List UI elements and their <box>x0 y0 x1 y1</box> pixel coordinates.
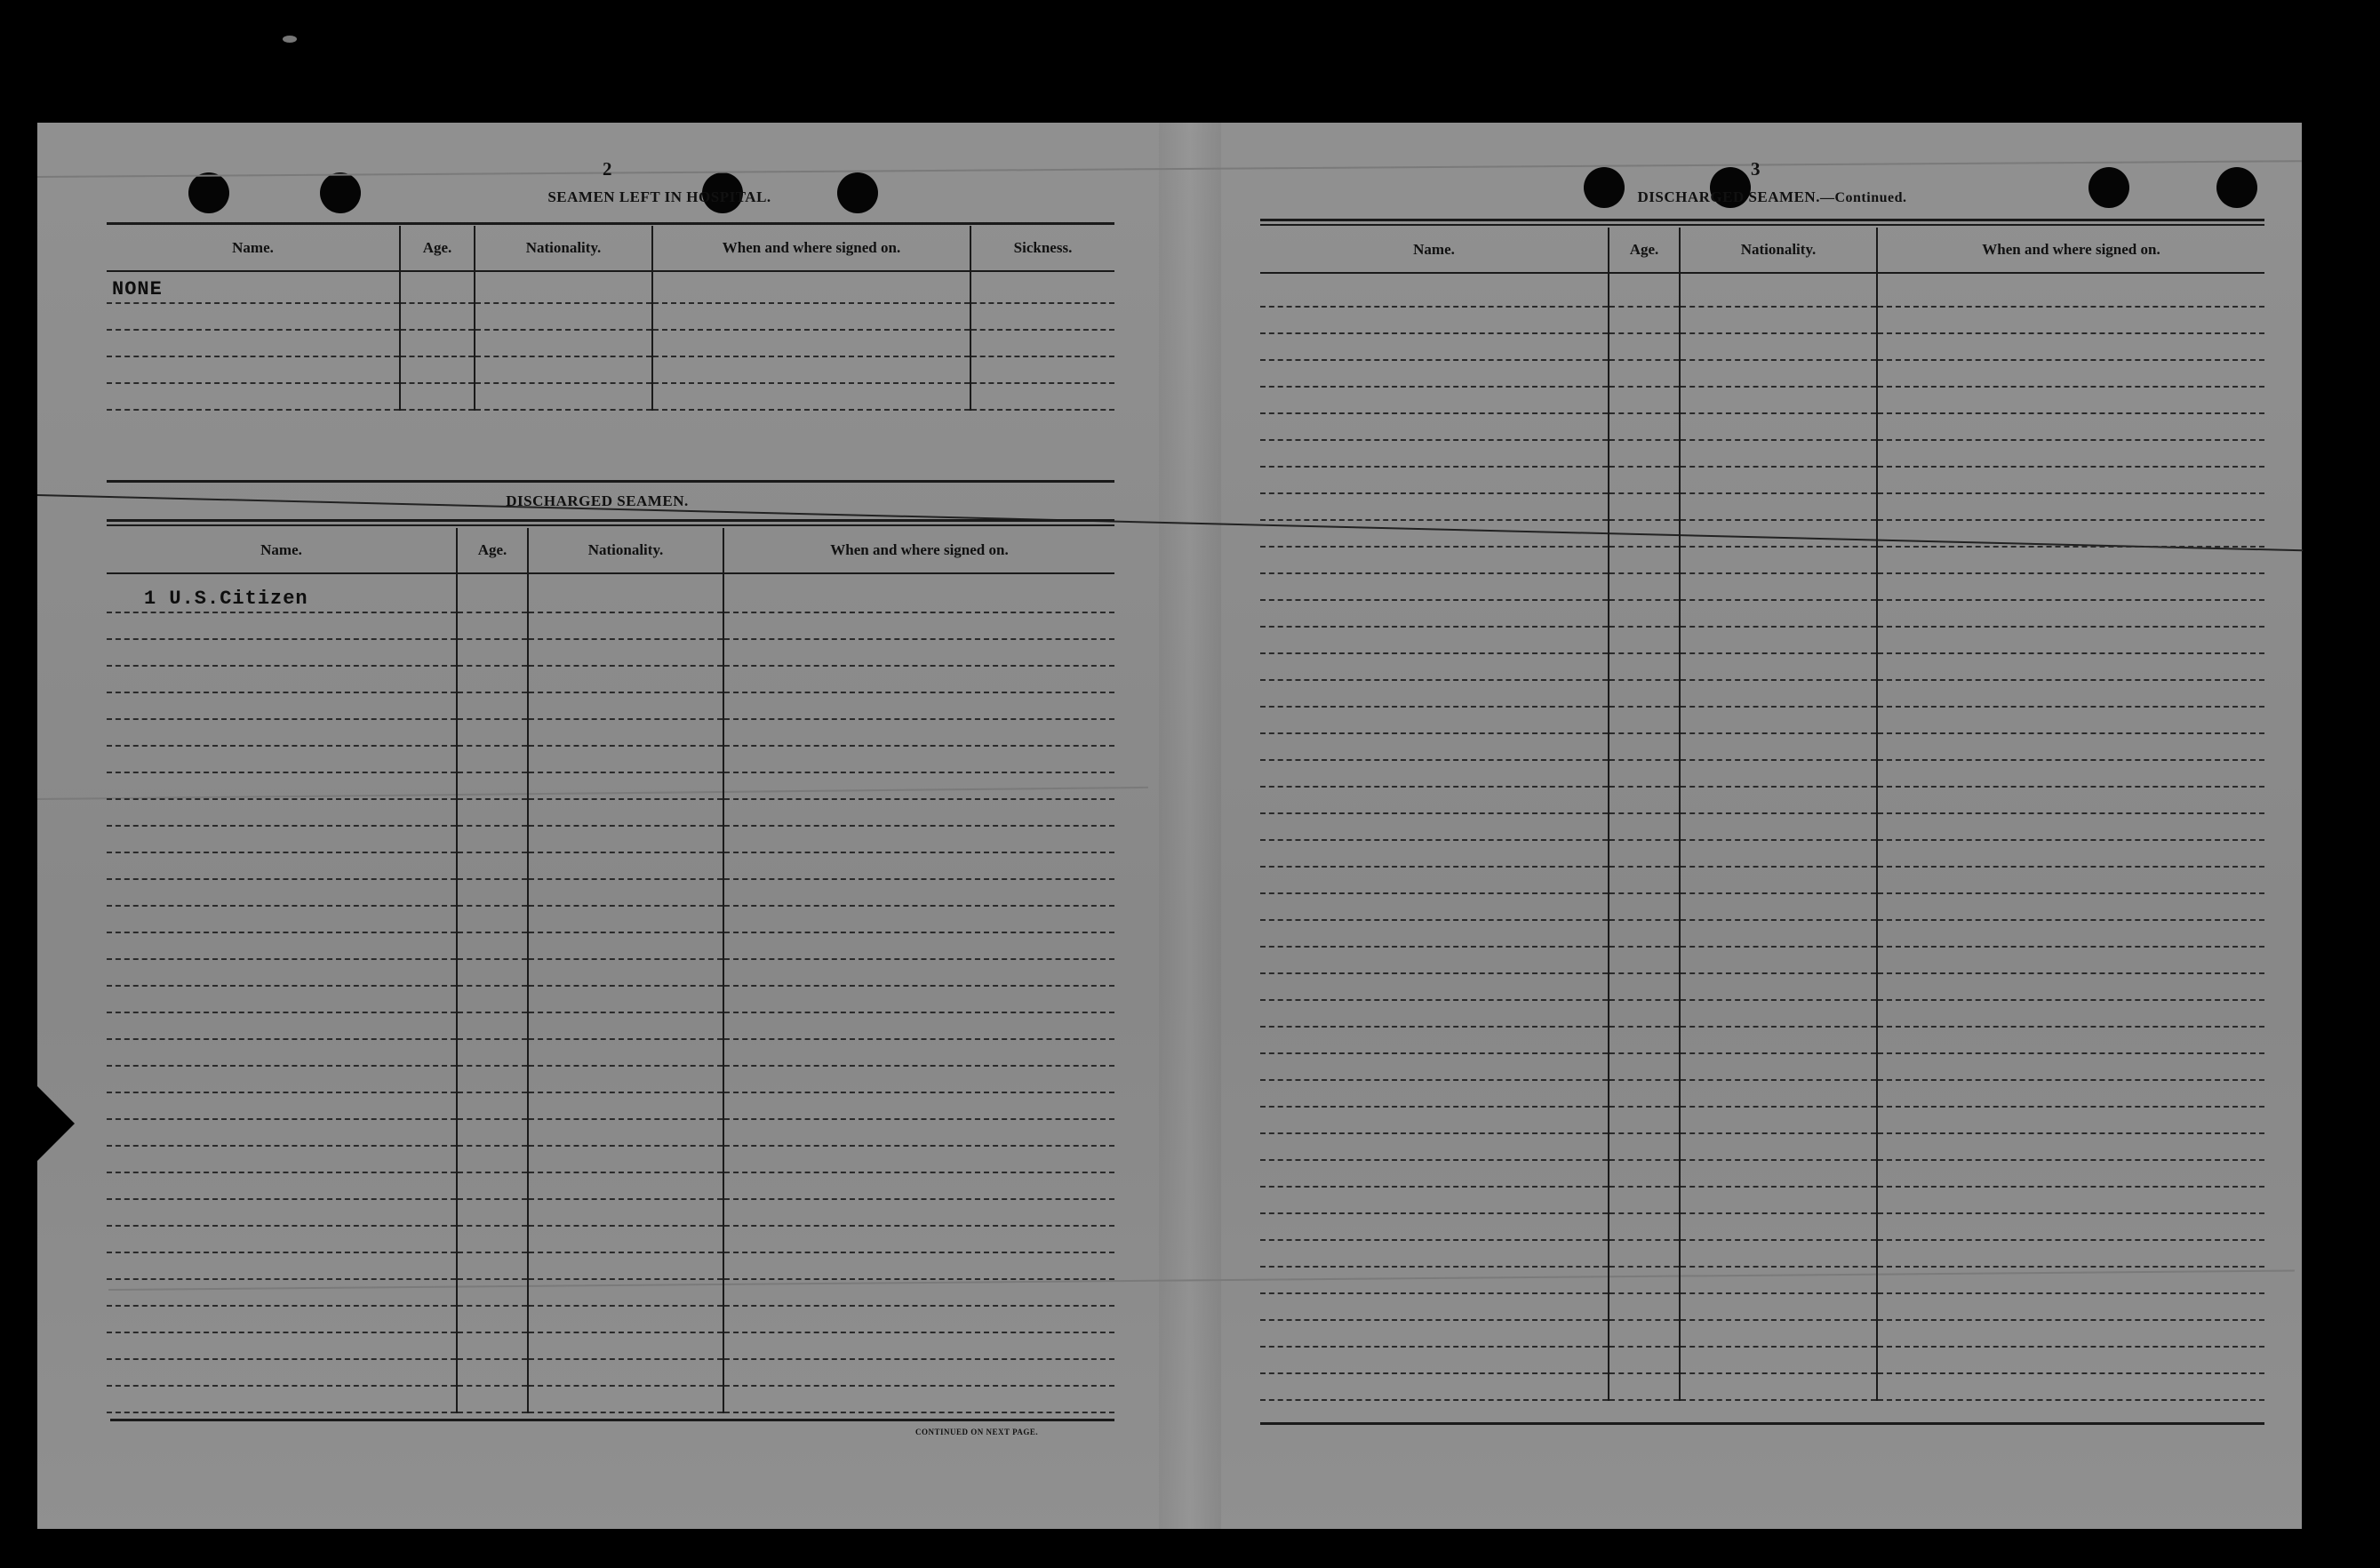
table-row <box>1260 1133 2264 1160</box>
table-row <box>1260 1160 2264 1187</box>
discharged-top-rule-2 <box>107 524 1114 526</box>
table-row <box>107 826 1114 852</box>
table-row <box>1260 813 2264 840</box>
discharged-top-rule <box>107 519 1114 522</box>
hospital-bottom-rule <box>107 480 1114 483</box>
punch-hole <box>2216 167 2257 208</box>
table-row <box>107 1066 1114 1092</box>
table-row <box>107 383 1114 410</box>
table-row <box>107 1332 1114 1359</box>
punch-hole <box>188 172 229 213</box>
column-header-age: Age. <box>1609 228 1680 273</box>
hospital-top-rule <box>107 222 1114 225</box>
table-row <box>107 666 1114 692</box>
column-header-signed-on: When and where signed on. <box>1877 228 2264 273</box>
table-row <box>1260 1347 2264 1373</box>
table-row <box>1260 1053 2264 1080</box>
table-row <box>107 1119 1114 1146</box>
table-row <box>1260 520 2264 547</box>
name-cell <box>107 573 457 612</box>
hospital-section-title: SEAMEN LEFT IN HOSPITAL. <box>547 188 771 205</box>
table-row <box>107 772 1114 799</box>
table-row <box>1260 707 2264 733</box>
name-cell <box>107 271 400 303</box>
table-row <box>1260 893 2264 920</box>
column-header-nationality: Nationality. <box>528 528 723 573</box>
table-row <box>107 573 1114 612</box>
table-row <box>1260 787 2264 813</box>
table-row <box>107 612 1114 639</box>
table-row <box>107 719 1114 746</box>
right-section-title-suffix: —Continued. <box>1819 190 1907 205</box>
table-row <box>107 1306 1114 1332</box>
table-row <box>107 356 1114 383</box>
table-row <box>107 1279 1114 1306</box>
table-row <box>1260 573 2264 600</box>
table-row <box>107 330 1114 356</box>
table-row <box>107 1172 1114 1199</box>
right-section-title-text: DISCHARGED SEAMEN. <box>1637 188 1820 205</box>
table-row <box>1260 600 2264 627</box>
left-page-bottom-rule <box>110 1419 1114 1421</box>
table-row <box>107 639 1114 666</box>
table-row <box>1260 307 2264 333</box>
discharged-table <box>107 528 1114 1413</box>
table-row <box>107 1252 1114 1279</box>
continued-note: CONTINUED ON NEXT PAGE. <box>915 1428 1039 1436</box>
table-row <box>1260 493 2264 520</box>
column-header-nationality: Nationality. <box>475 226 652 271</box>
right-top-rule <box>1260 219 2264 221</box>
table-row <box>1260 440 2264 467</box>
table-row <box>107 1386 1114 1412</box>
table-row <box>1260 1000 2264 1027</box>
scan-speck <box>283 36 297 43</box>
table-row <box>1260 273 2264 307</box>
table-row <box>107 303 1114 330</box>
table-row <box>1260 920 2264 947</box>
table-row <box>1260 387 2264 413</box>
table-row <box>1260 413 2264 440</box>
table-row <box>1260 760 2264 787</box>
discharged-section-title: DISCHARGED SEAMEN. <box>506 492 689 509</box>
column-header-signed-on: When and where signed on. <box>652 226 970 271</box>
right-page-bottom-rule <box>1260 1422 2264 1425</box>
hospital-table <box>107 226 1114 411</box>
table-row <box>107 799 1114 826</box>
table-row <box>1260 1240 2264 1267</box>
page-number-right: 3 <box>1751 158 1761 180</box>
table-row <box>1260 1320 2264 1347</box>
table-row <box>1260 840 2264 867</box>
table-row <box>107 986 1114 1012</box>
column-header-name: Name. <box>107 528 457 573</box>
table-row <box>107 1146 1114 1172</box>
table-row <box>1260 1107 2264 1133</box>
column-header-name: Name. <box>1260 228 1609 273</box>
table-row <box>107 1359 1114 1386</box>
table-row <box>107 1039 1114 1066</box>
column-header-nationality: Nationality. <box>1680 228 1877 273</box>
table-row <box>1260 1187 2264 1213</box>
table-row <box>1260 653 2264 680</box>
table-row <box>107 1226 1114 1252</box>
table-row <box>107 906 1114 932</box>
table-row <box>1260 680 2264 707</box>
table-row <box>1260 627 2264 653</box>
table-row <box>1260 547 2264 573</box>
table-row <box>107 932 1114 959</box>
column-header-sickness: Sickness. <box>970 226 1114 271</box>
table-row <box>107 692 1114 719</box>
right-top-rule-2 <box>1260 224 2264 226</box>
punch-hole <box>320 172 361 213</box>
right-section-title <box>1594 188 1950 206</box>
table-row <box>107 746 1114 772</box>
table-row <box>1260 867 2264 893</box>
table-row <box>1260 467 2264 493</box>
discharged-entry: 1 U.S.Citizen <box>144 588 308 610</box>
table-row <box>1260 1213 2264 1240</box>
column-header-age: Age. <box>457 528 528 573</box>
table-row <box>107 852 1114 879</box>
table-row <box>107 879 1114 906</box>
column-header-name: Name. <box>107 226 400 271</box>
table-row <box>107 1012 1114 1039</box>
discharged-continued-table <box>1260 228 2264 1401</box>
punch-hole <box>2088 167 2129 208</box>
table-row <box>1260 360 2264 387</box>
table-row <box>107 1199 1114 1226</box>
table-row <box>107 959 1114 986</box>
table-row <box>1260 947 2264 973</box>
center-fold <box>1159 123 1221 1529</box>
table-row <box>1260 1080 2264 1107</box>
table-row <box>1260 1373 2264 1400</box>
column-header-signed-on: When and where signed on. <box>723 528 1114 573</box>
table-row <box>1260 1293 2264 1320</box>
table-row <box>1260 973 2264 1000</box>
table-row <box>1260 333 2264 360</box>
ledger-paper <box>37 123 2302 1529</box>
table-row <box>1260 1267 2264 1293</box>
hospital-entry: NONE <box>112 278 163 300</box>
table-row <box>107 271 1114 303</box>
page-number-left: 2 <box>603 158 612 180</box>
table-row <box>1260 733 2264 760</box>
table-row <box>107 1092 1114 1119</box>
torn-edge <box>36 1084 75 1163</box>
column-header-age: Age. <box>400 226 475 271</box>
table-row <box>1260 1027 2264 1053</box>
